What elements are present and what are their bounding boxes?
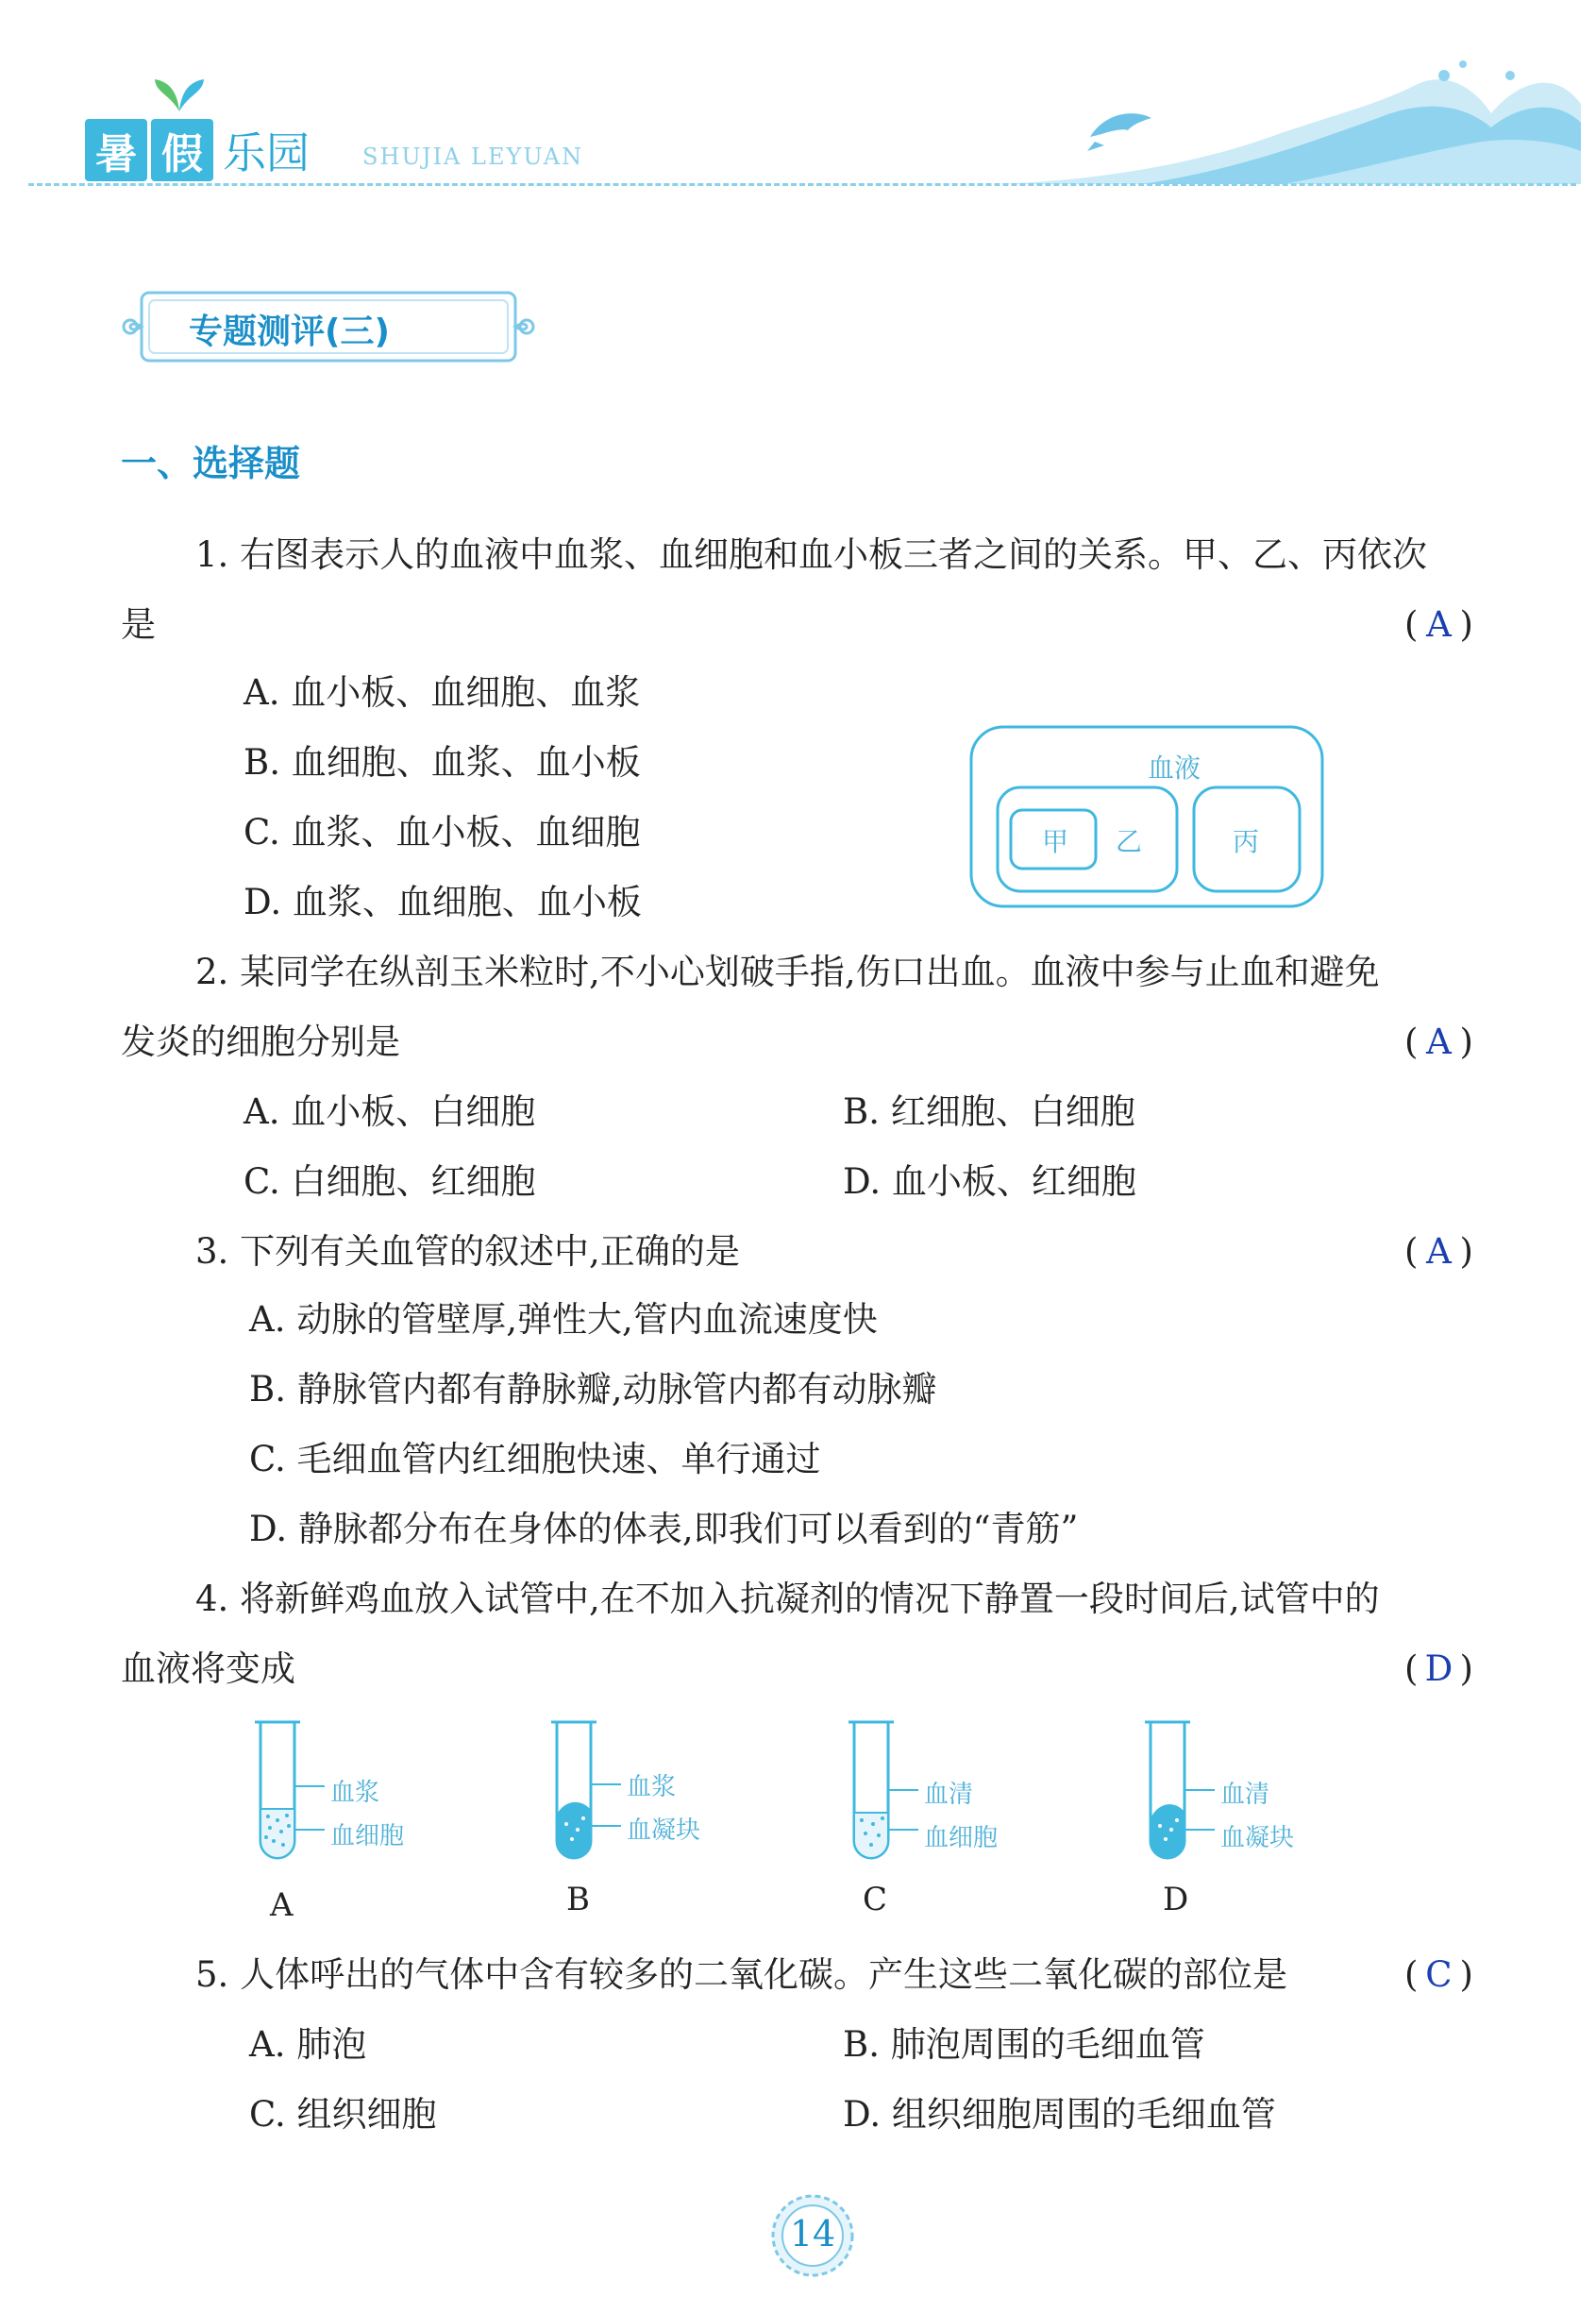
tube-c-bottom-label: 血细胞 [924,1824,999,1852]
section-title: 一、选择题 [121,443,301,484]
q1-option-c: C. 血浆、血小板、血细胞 [244,812,641,853]
question-2-line2: 发炎的细胞分别是 [121,1022,400,1062]
brand-tail: 乐园 [223,127,310,178]
tube-b-bottom-label: 血凝块 [627,1816,701,1845]
diagram-label-blood: 血液 [1148,752,1201,784]
tube-d-bottom-label: 血凝块 [1220,1824,1295,1852]
wave-dolphin-decoration [1000,47,1586,189]
tube-a-bottom-label: 血细胞 [330,1822,405,1850]
q1-option-d: D. 血浆、血细胞、血小板 [244,882,642,922]
tube-c-caption: C [863,1881,888,1918]
q5-option-a: A. 肺泡 [249,2024,367,2065]
brand-char-1: 暑 [85,119,147,181]
question-5-line1: 5. 人体呼出的气体中含有较多的二氧化碳。产生这些二氧化碳的部位是 [195,1954,1288,1995]
question-2-line1: 2. 某同学在纵剖玉米粒时,不小心划破手指,伤口出血。血液中参与止血和避免 [195,952,1380,992]
brand-char-2: 假 [151,119,213,181]
q1-option-a: A. 血小板、血细胞、血浆 [244,672,641,713]
topic-banner-title: 专题测评(三) [189,312,390,351]
q5-option-c: C. 组织细胞 [249,2094,437,2135]
brand-pinyin: SHUJIA LEYUAN [362,144,584,170]
tube-a-caption: A [270,1886,294,1924]
tube-c-top-label: 血清 [924,1781,974,1809]
question-1-answer: ( A ) [1404,604,1473,645]
question-4-line2: 血液将变成 [121,1648,295,1689]
page-number: 14 [789,2213,836,2255]
tube-d-caption: D [1163,1881,1189,1918]
q3-option-b: B. 静脉管内都有静脉瓣,动脉管内都有动脉瓣 [249,1369,937,1410]
header-divider [28,183,1576,186]
blood-composition-diagram [967,723,1326,912]
question-1-line2: 是 [121,604,156,645]
tube-d-top-label: 血清 [1220,1781,1270,1809]
question-3-answer: ( A ) [1404,1231,1473,1272]
tube-a-top-label: 血浆 [330,1779,380,1807]
question-1-line1: 1. 右图表示人的血液中血浆、血细胞和血小板三者之间的关系。甲、乙、丙依次 [195,534,1428,575]
question-3-line1: 3. 下列有关血管的叙述中,正确的是 [195,1231,740,1272]
q5-option-b: B. 肺泡周围的毛细血管 [843,2024,1205,2065]
q1-option-b: B. 血细胞、血浆、血小板 [244,742,641,783]
brand-logo [85,94,310,181]
question-4-line1: 4. 将新鲜鸡血放入试管中,在不加入抗凝剂的情况下静置一段时间后,试管中的 [195,1579,1380,1619]
q2-option-c: C. 白细胞、红细胞 [244,1161,536,1202]
diagram-label-jia: 甲 [1042,826,1069,857]
q2-option-a: A. 血小板、白细胞 [244,1091,536,1132]
diagram-label-bing: 丙 [1233,826,1260,857]
tube-b-top-label: 血浆 [627,1773,677,1801]
question-2-answer: ( A ) [1404,1022,1473,1062]
question-5-answer: ( C ) [1404,1954,1473,1995]
q5-option-d: D. 组织细胞周围的毛细血管 [843,2094,1276,2135]
q2-option-b: B. 红细胞、白细胞 [843,1091,1135,1132]
diagram-label-yi: 乙 [1116,826,1143,857]
q3-option-a: A. 动脉的管壁厚,弹性大,管内血流速度快 [249,1299,878,1340]
q3-option-c: C. 毛细血管内红细胞快速、单行通过 [249,1439,821,1479]
q2-option-d: D. 血小板、红细胞 [843,1161,1136,1202]
q3-option-d: D. 静脉都分布在身体的体表,即我们可以看到的“青筋” [249,1509,1079,1549]
question-4-answer: ( D ) [1404,1648,1473,1689]
tube-b-caption: B [566,1881,590,1918]
